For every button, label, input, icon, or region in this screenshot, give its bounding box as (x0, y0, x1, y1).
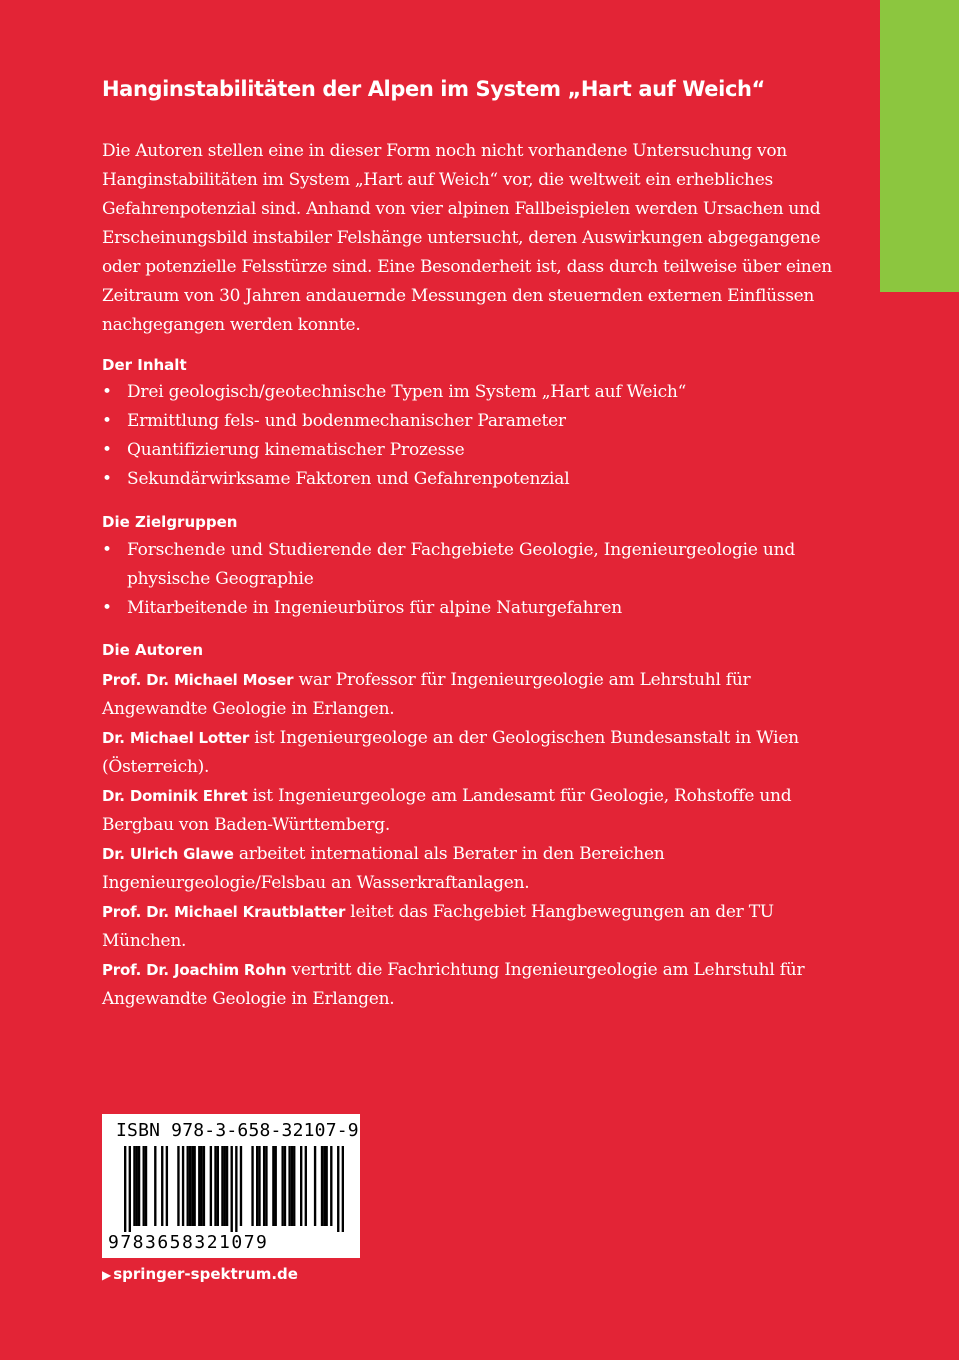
barcode-bar (193, 1146, 195, 1226)
barcode-bar (177, 1146, 179, 1226)
barcode-bar (143, 1146, 145, 1226)
list-item: • Sekundärwirksame Faktoren und Gefahrenpotenzial (102, 465, 842, 494)
author-entry (102, 898, 842, 956)
author-entry (102, 724, 842, 782)
author-name: Dr. Michael Lotter (102, 729, 250, 747)
author-entry (102, 782, 842, 840)
barcode-bar (138, 1146, 140, 1226)
barcode-bar (217, 1146, 219, 1226)
barcode-bar (321, 1146, 323, 1226)
barcode-bar (226, 1146, 228, 1226)
barcode-bar (129, 1146, 131, 1232)
barcode-bar (258, 1146, 260, 1226)
barcode-bar (240, 1146, 242, 1226)
list-item: • Forschende und Studierende der Fachgebiete Geologie, Ingenieurgeologie und physische Geographie (102, 536, 842, 594)
barcode-bar (182, 1146, 184, 1226)
barcode-bar (198, 1146, 200, 1226)
list-item: • Ermittlung fels- und bodenmechanischer Parameter (102, 407, 842, 436)
barcode-bar (210, 1146, 212, 1226)
list-item: • Drei geologisch/geotechnische Typen im System „Hart auf Weich“ (102, 378, 842, 407)
barcode-block (102, 1114, 360, 1258)
barcode-bar (161, 1146, 163, 1226)
author-name: Prof. Dr. Joachim Rohn (102, 961, 287, 979)
barcode-icon (124, 1146, 344, 1232)
isbn-label: ISBN 978-3-658-32107-9 (116, 1120, 359, 1141)
barcode-bar (231, 1146, 233, 1232)
author-bio: arbeitet international als Berater in den Bereichen Ingenieurgeologie/Felsbau an Wasserkraftanlagen. (102, 844, 665, 893)
barcode-bar (337, 1146, 339, 1232)
author-name: Prof. Dr. Michael Krautblatter (102, 903, 346, 921)
barcode-bar (314, 1146, 316, 1226)
barcode-bar (191, 1146, 193, 1226)
barcode-bar (256, 1146, 258, 1226)
barcode-bar (263, 1146, 265, 1226)
zielgruppen-heading: Die Zielgruppen (102, 513, 238, 531)
barcode-bar (145, 1146, 147, 1226)
barcode-bar (281, 1146, 283, 1226)
intro-paragraph: Die Autoren stellen eine in dieser Form noch nicht vorhandene Untersuchung von Hanginstabilitäten im System „Hart auf Weich“ vor, die weltweit ein erhebliches Gefahrenpotenzial sind. Anhand von vier alpinen Fallbeispielen werden Ursachen und Erscheinungsbild instabiler Felshänge untersucht, deren Auswirkungen abgegangene oder potenzielle Felsstürze sind. Eine Besonderheit ist, dass durch teilweise über einen Zeitraum von 30 Jahren andauernde Messungen den steuernden externen Einflüssen nachgegangen werden konnte. (102, 141, 832, 335)
author-name: Prof. Dr. Michael Moser (102, 671, 294, 689)
author-entry (102, 956, 842, 1014)
barcode-bar (288, 1146, 290, 1226)
author-entry (102, 666, 842, 724)
barcode-bar (235, 1146, 237, 1232)
book-title: Hanginstabilitäten der Alpen im System „Hart auf Weich“ (102, 77, 765, 101)
barcode-bar (325, 1146, 327, 1226)
author-bio: ist Ingenieurgeologe an der Geologischen Bundesanstalt in Wien (Österreich). (102, 728, 799, 777)
autoren-list (102, 666, 842, 1014)
barcode-bar (187, 1146, 189, 1226)
triangle-right-icon: ▶ (102, 1268, 112, 1282)
barcode-bar (154, 1146, 156, 1226)
barcode-bar (166, 1146, 168, 1226)
barcode-bar (221, 1146, 223, 1226)
barcode-bar (342, 1146, 344, 1232)
publisher-link[interactable] (102, 1264, 298, 1285)
barcode-bar (275, 1146, 277, 1226)
barcode-bar (251, 1146, 253, 1226)
author-entry (102, 840, 842, 898)
barcode-bar (189, 1146, 191, 1226)
barcode-digits: 9783658321079 (108, 1232, 269, 1253)
author-bio: vertritt die Fachrichtung Ingenieurgeologie am Lehrstuhl für Angewandte Geologie in Erlangen. (102, 960, 805, 1009)
author-bio: ist Ingenieurgeologe am Landesamt für Geologie, Rohstoffe und Bergbau von Baden-Württemberg. (102, 786, 792, 835)
barcode-bar (284, 1146, 286, 1226)
barcode-bar (293, 1146, 295, 1226)
barcode-bar (291, 1146, 293, 1226)
author-name: Dr. Ulrich Glawe (102, 845, 234, 863)
barcode-bar (300, 1146, 302, 1226)
author-name: Dr. Dominik Ehret (102, 787, 248, 805)
barcode-bar (323, 1146, 325, 1226)
list-item: • Quantifizierung kinematischer Prozesse (102, 436, 842, 465)
barcode-bar (200, 1146, 202, 1226)
autoren-heading: Die Autoren (102, 641, 204, 659)
barcode-bar (214, 1146, 216, 1226)
barcode-bar (133, 1146, 135, 1226)
barcode-bar (265, 1146, 267, 1226)
author-bio: leitet das Fachgebiet Hangbewegungen an der TU München. (102, 902, 774, 951)
inhalt-heading: Der Inhalt (102, 356, 187, 374)
website-text: springer-spektrum.de (113, 1265, 298, 1283)
barcode-bar (136, 1146, 138, 1226)
barcode-bar (272, 1146, 274, 1226)
list-item: • Mitarbeitende in Ingenieurbüros für alpine Naturgefahren (102, 594, 842, 623)
barcode-bar (330, 1146, 332, 1226)
barcode-bar (224, 1146, 226, 1226)
barcode-bar (305, 1146, 307, 1226)
author-bio: war Professor für Ingenieurgeologie am Lehrstuhl für Angewandte Geologie in Erlangen. (102, 670, 751, 719)
inhalt-list (102, 378, 842, 494)
green-edge-tab (880, 0, 959, 292)
zielgruppen-list (102, 536, 842, 623)
barcode-bar (124, 1146, 126, 1232)
barcode-bar (203, 1146, 205, 1226)
